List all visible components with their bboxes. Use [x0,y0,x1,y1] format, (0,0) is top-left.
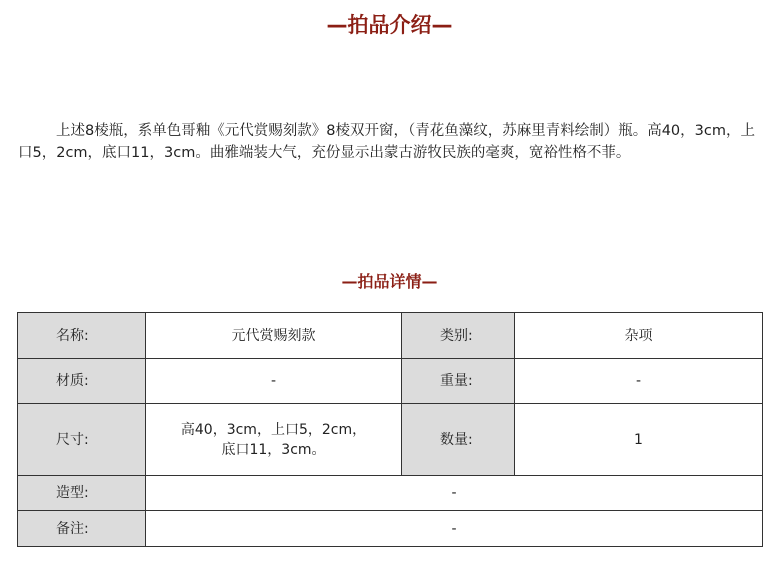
size-label: 尺寸: [18,404,146,476]
quantity-label: 数量: [402,404,515,476]
weight-label: 重量: [402,359,515,404]
category-value: 杂项 [515,313,763,359]
remark-value: - [146,511,763,547]
table-row-material [18,359,763,404]
name-value: 元代赏赐刻款 [146,313,402,359]
details-title: —拍品详情— [341,272,438,291]
intro-paragraph: 上述8棱瓶，系单色哥釉《元代赏赐刻款》8棱双开窗，（青花鱼藻纹，苏麻里青料绘制）瓶。高40，3cm，上口5，2cm，底口11，3cm。曲雅端装大气，充份显示出蒙古游牧民族的毫爽，宽裕性格不菲。 [18,123,755,161]
table-row-size [18,404,763,476]
material-label: 材质: [18,359,146,404]
shape-label: 造型: [18,476,146,511]
remark-label: 备注: [18,511,146,547]
details-table [17,312,763,547]
table-row-shape [18,476,763,511]
table-row-name [18,313,763,359]
category-label: 类别: [402,313,515,359]
name-label: 名称: [18,313,146,359]
size-value-line1: 高40，3cm，上口5，2cm， [180,421,367,438]
quantity-value: 1 [515,404,763,476]
size-value-line2: 底口11，3cm。 [221,441,326,458]
table-row-remark [18,511,763,547]
shape-value: - [146,476,763,511]
intro-title: —拍品介绍— [326,13,453,37]
material-value: - [146,359,402,404]
size-value [146,404,402,476]
weight-value: - [515,359,763,404]
